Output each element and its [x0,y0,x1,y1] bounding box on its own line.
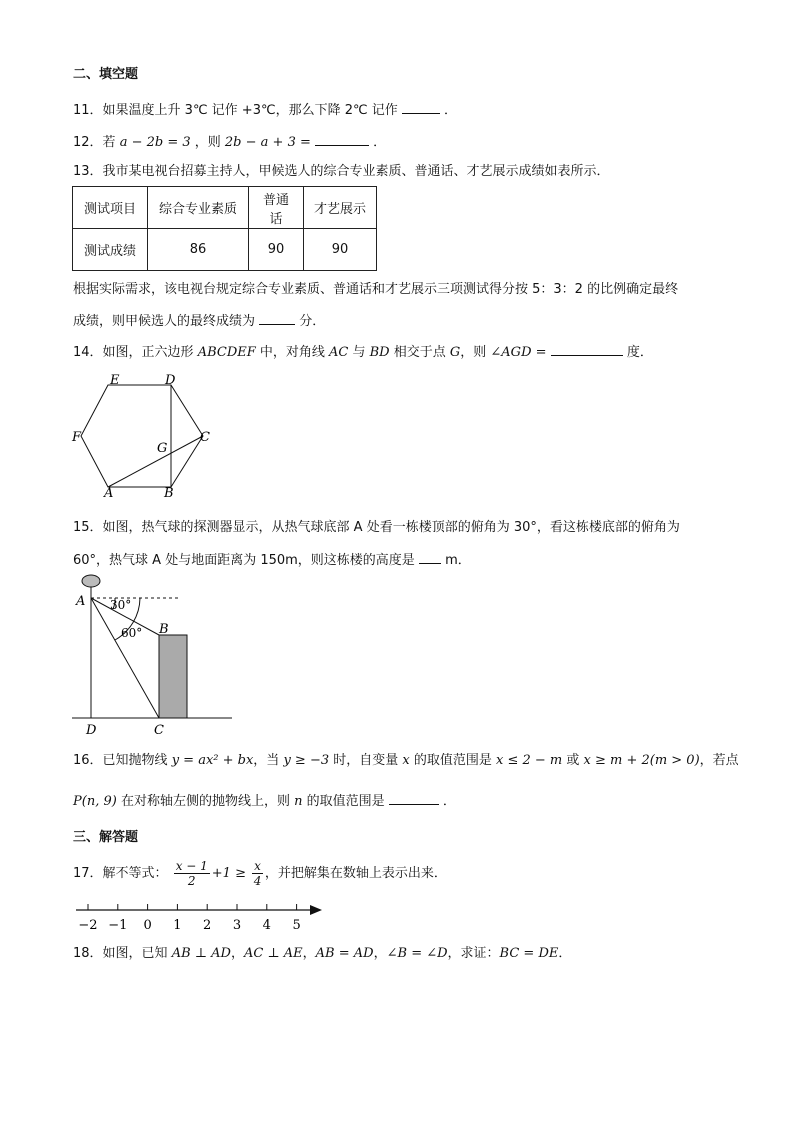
q16-cond: y ≥ −3 [283,753,330,768]
question-18 [73,945,571,963]
number-line-tick-label: 5 [292,918,301,933]
q17-frac2-numerator: x [254,859,261,873]
q18-sep4: ，求证： [447,946,500,961]
number-line-tick-label: 2 [203,918,212,933]
number-line-tick-label: 4 [262,918,271,933]
label-b: B [164,486,174,501]
q12-end: ． [373,135,387,150]
q15-line2-end: m． [445,553,471,568]
label-c: C [200,430,210,445]
q14-angle: ∠AGD = [490,345,547,360]
balloon-figure [70,572,240,740]
label-c: C [154,723,164,738]
score-table [72,186,377,271]
q17-frac1-numerator: x − 1 [175,859,208,873]
q18-condition-3: AB = AD [315,946,374,961]
q14-mid1: 中，对角线 [255,345,330,360]
q16-line1 [73,752,739,770]
q18-sep2: ， [302,946,316,961]
number-line-tick-label: 3 [232,918,242,933]
section-2-title: 二、填空题 [73,67,139,82]
label-b: B [159,622,169,637]
q13-line2 [73,312,325,331]
q16-prefix: 16．已知抛物线 [73,753,172,768]
q16-range1: x ≤ 2 − m [495,753,563,768]
label-30: 30° [110,598,132,612]
number-line-tick-label: −1 [108,918,128,933]
q18-condition-2: AC ⊥ AE [243,946,303,961]
label-d: D [165,373,176,388]
question-13: 13．我市某电视台招募主持人，甲候选人的综合专业素质、普通话、才艺展示成绩如表所示． [73,164,610,179]
table-header-cell: 测试项目 [73,187,148,229]
balloon-icon [82,575,100,587]
q14-ac: AC [329,345,349,360]
number-line [72,900,332,936]
q16-line2b: 的取值范围是 [302,794,385,809]
q13-line2-text: 成绩，则甲候选人的最终成绩为 [73,314,256,329]
q15-answer-blank[interactable] [419,551,441,564]
label-f: F [72,430,82,445]
q16-mid1: ，当 [253,753,284,768]
q18-sep3: ， [373,946,387,961]
q16-x: x [402,753,410,768]
q16-mid4: 或 [562,753,584,768]
q15-line2-text: 60°，热气球 A 处与地面距离为 150m，则这栋楼的高度是 [73,553,415,568]
q18-goal: BC = DE [499,946,559,961]
label-a: A [76,594,86,609]
q16-answer-blank[interactable] [389,792,439,805]
q13-line1: 根据实际需求，该电视台规定综合专业素质、普通话和才艺展示三项测试得分按 5：3：2 的比例确定最终 [73,282,679,297]
number-line-ticks [78,904,300,933]
q14-prefix: 14．如图，正六边形 [73,345,198,360]
q12-answer-blank[interactable] [315,133,369,146]
q13-answer-blank[interactable] [259,312,295,325]
q16-mid5: ，若点 [699,753,739,768]
number-line-arrow [310,905,322,915]
q12-expr1: a − 2b = 3 [119,135,191,150]
question-12 [73,133,386,152]
q14-g: G [449,345,461,360]
number-line-tick-label: 0 [143,918,152,933]
q18-end: ． [558,946,572,961]
q14-answer-blank[interactable] [551,343,623,356]
q12-mid: ，则 [194,135,225,150]
q14-bd: BD [369,345,390,360]
section-3-title: 三、解答题 [73,830,139,845]
q16-line2-text: 在对称轴左侧的抛物线上，则 [116,794,295,809]
q15-line2 [73,551,471,570]
label-d: D [86,723,97,738]
q16-parabola: y = ax² + bx [171,753,254,768]
q17-prefix: 17．解不等式： [73,866,168,881]
q14-mid4: ，则 [460,345,491,360]
q17-plus: +1 ≥ [211,866,246,881]
table-header-row [73,187,377,229]
diagonal-ac [108,436,203,487]
q16-range2: x ≥ m + 2(m > 0) [583,753,700,768]
q16-mid3: 的取值范围是 [409,753,496,768]
table-cell: 90 [249,229,304,271]
question-14 [73,343,653,362]
q14-mid3: 相交于点 [389,345,450,360]
q14-end: 度． [626,345,653,360]
label-g: G [157,441,168,456]
label-e: E [110,373,120,388]
question-11 [73,101,457,120]
table-row [73,229,377,271]
label-a: A [104,486,114,501]
q15-line1: 15．如图，热气球的探测器显示，从热气球底部 A 处看一栋楼顶部的俯角为 30°，看这栋楼底部的俯角为 [73,520,680,535]
q11-answer-blank[interactable] [402,101,440,114]
q11-text: 11．如果温度上升 3℃ 记作 +3℃，那么下降 2℃ 记作 [73,103,398,118]
hexagon-outline [81,385,203,487]
question-17 [73,858,447,890]
q17-frac1-denominator: 2 [187,874,196,888]
number-line-tick-label: 1 [173,918,182,933]
q16-n: n [294,794,303,809]
q11-end: ． [444,103,458,118]
q12-prefix: 12．若 [73,135,120,150]
table-cell: 90 [304,229,377,271]
table-header-cell: 才艺展示 [304,187,377,229]
table-header-cell: 综合专业素质 [148,187,249,229]
q13-line2-end: 分． [299,314,326,329]
table-cell: 测试成绩 [73,229,148,271]
q16-line2 [73,792,456,811]
q18-sep1: ， [230,946,244,961]
table-cell: 86 [148,229,249,271]
q16-point: P(n, 9) [73,794,117,809]
label-60: 60° [121,626,143,640]
building [159,635,187,718]
q18-prefix: 18．如图，已知 [73,946,172,961]
q16-mid2: 时，自变量 [329,753,403,768]
hexagon-figure [66,366,226,502]
q17-fraction-2 [252,859,263,888]
q12-expr2: 2b − a + 3 = [224,135,311,150]
number-line-tick-label: −2 [78,918,98,933]
q14-hexagon-name: ABCDEF [197,345,256,360]
q18-condition-1: AB ⊥ AD [171,946,231,961]
q16-end: ． [442,794,456,809]
q17-suffix: ，并把解集在数轴上表示出来． [264,866,447,881]
q14-mid2: 与 [348,345,370,360]
q17-fraction-1 [174,859,210,888]
q17-frac2-denominator: 4 [253,874,262,888]
q18-condition-4: ∠B = ∠D [386,946,448,961]
table-header-cell: 普通话 [249,187,304,229]
